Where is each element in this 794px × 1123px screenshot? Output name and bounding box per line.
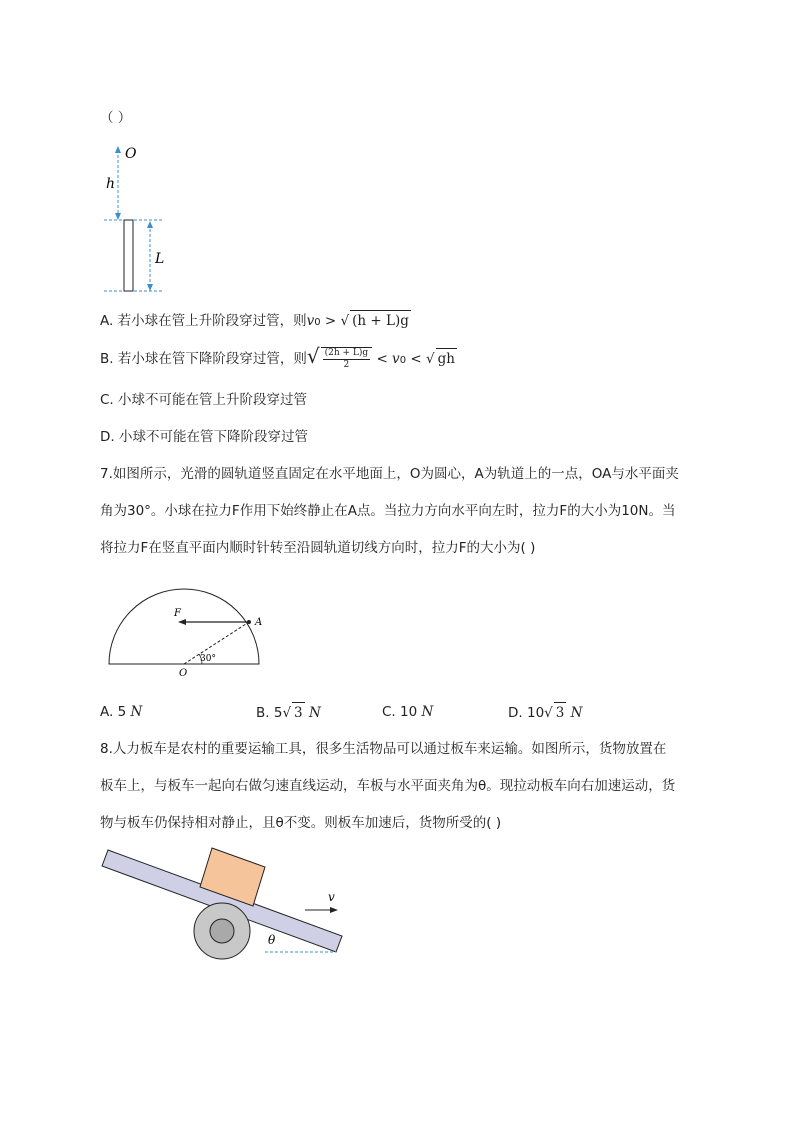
point-o-label: O — [125, 146, 137, 162]
angle-30-label: 30° — [200, 654, 216, 664]
answer-bracket: （ ） — [100, 110, 132, 126]
q8-stem-line1: 8.人力板车是农村的重要运输工具，很多生活物品可以通过板车来运输。如图所示，货物放置在 — [100, 741, 667, 757]
q7-stem-line1: 7.如图所示，光滑的圆轨道竖直固定在水平地面上，O为圆心，A为轨道上的一点，OA与水平面夹 — [100, 466, 679, 482]
q7-option-d[interactable]: D. 10√ 3 N — [508, 702, 582, 723]
q8-stem-line3: 物与板车仍保持相对静止，且θ不变。则板车加速后，货物所受的( ) — [100, 815, 502, 831]
velocity-v-label: v — [328, 890, 335, 904]
point-a-label: A — [255, 617, 263, 628]
q6-tube-figure — [96, 138, 206, 298]
force-f-label: F — [174, 608, 181, 619]
q6-option-d[interactable]: D. 小球不可能在管下降阶段穿过管 — [100, 429, 308, 445]
angle-theta-label: θ — [268, 933, 276, 947]
q7-option-a[interactable]: A. 5 N — [100, 704, 143, 720]
q6-option-b[interactable]: B. 若小球在管下降阶段穿过管，则√ $\frac{(2h + L)g}{2}$ < v0 < √ gh — [100, 344, 455, 370]
height-h-label: h — [106, 176, 116, 192]
q7-option-c[interactable]: C. 10 N — [382, 704, 434, 720]
q7-stem-line3: 将拉力F在竖直平面内顺时针转至沿圆轨道切线方向时，拉力F的大小为( ) — [100, 540, 536, 556]
q7-circle-track-figure — [100, 580, 275, 680]
length-l-label: L — [155, 251, 165, 267]
q7-stem-line2: 角为30°。小球在拉力F作用下始终静止在A点。当拉力方向水平向左时，拉力F的大小为10N。当 — [100, 503, 676, 519]
center-o-label: O — [179, 668, 188, 679]
q6-option-c[interactable]: C. 小球不可能在管上升阶段穿过管 — [100, 392, 308, 408]
q7-option-b[interactable]: B. 5√ 3 N — [256, 702, 321, 723]
q6-option-a[interactable]: A. 若小球在管上升阶段穿过管，则v0 > √ (h + L)g — [100, 310, 411, 333]
q8-stem-line2: 板车上，与板车一起向右做匀速直线运动，车板与水平面夹角为θ。现拉动板车向右加速运动，货 — [100, 778, 676, 794]
q8-cart-figure — [100, 840, 350, 965]
